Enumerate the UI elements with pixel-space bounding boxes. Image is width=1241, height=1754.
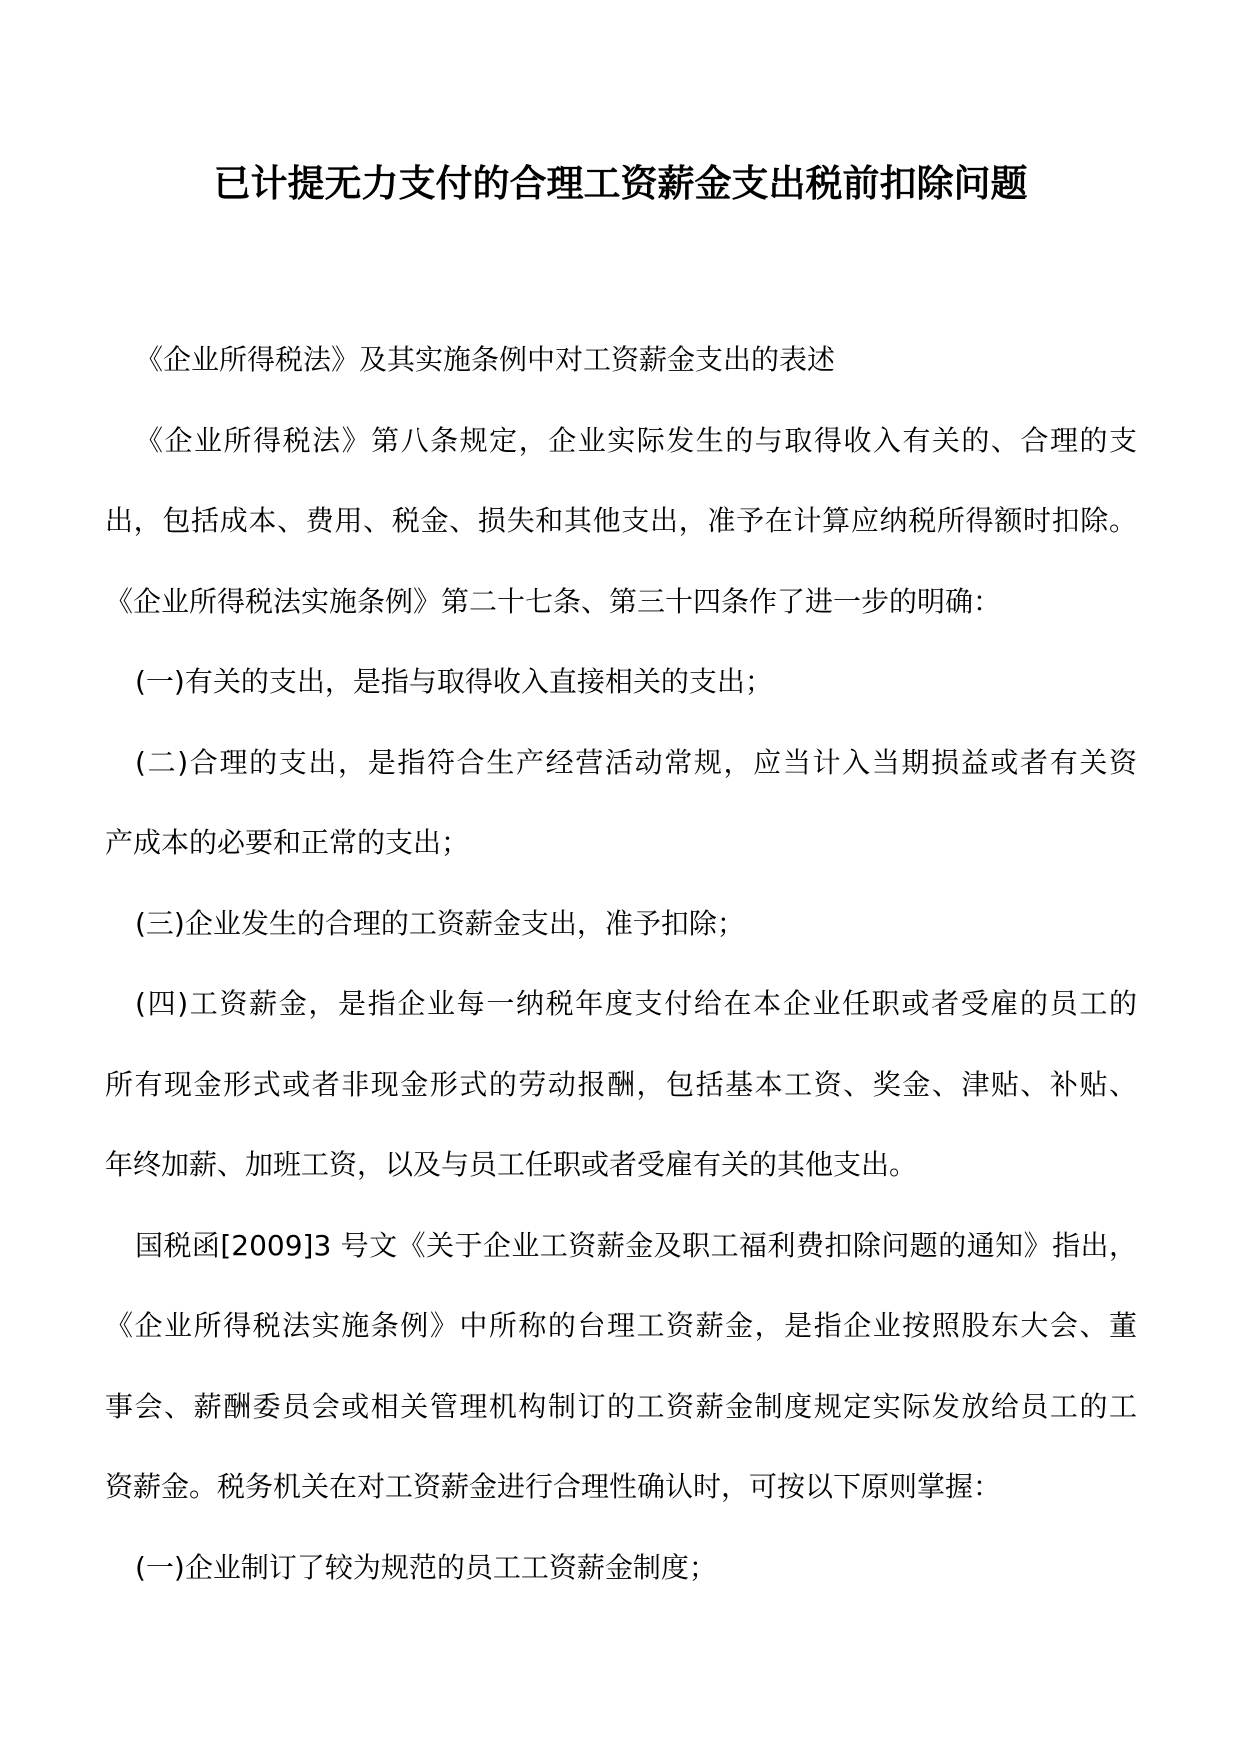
paragraph-line: 国税函[2009]3 号文《关于企业工资薪金及职工福利费扣除问题的通知》指出， — [135, 1228, 1137, 1262]
paragraph-line: 《企业所得税法实施条例》中所称的台理工资薪金，是指企业按照股东大会、董 — [105, 1309, 1137, 1342]
paragraph-line: 《企业所得税法》第八条规定，企业实际发生的与取得收入有关的、合理的支 — [135, 423, 1137, 457]
paragraph-line: 事会、薪酬委员会或相关管理机构制订的工资薪金制度规定实际发放给员工的工 — [105, 1389, 1137, 1423]
paragraph-line: 年终加薪、加班工资，以及与员工任职或者受雇有关的其他支出。 — [105, 1148, 918, 1181]
document-body — [105, 340, 1137, 1628]
paragraph-line: 所有现金形式或者非现金形式的劳动报酬，包括基本工资、奖金、津贴、补贴、 — [105, 1067, 1137, 1101]
paragraph-line: 资薪金。税务机关在对工资薪金进行合理性确认时，可按以下原则掌握： — [105, 1470, 1002, 1503]
paragraph-line: 《企业所得税法》及其实施条例中对工资薪金支出的表述 — [135, 343, 836, 376]
paragraph-line: 《企业所得税法实施条例》第二十七条、第三十四条作了进一步的明确： — [105, 584, 1002, 618]
paragraph-line: 出，包括成本、费用、税金、损失和其他支出，准予在计算应纳税所得额时扣除。 — [105, 504, 1137, 537]
paragraph-line: (一)有关的支出，是指与取得收入直接相关的支出； — [135, 665, 773, 698]
paragraph-line: (四)工资薪金，是指企业每一纳税年度支付给在本企业任职或者受雇的员工的 — [135, 987, 1137, 1020]
paragraph-line: (一)企业制订了较为规范的员工工资薪金制度； — [135, 1550, 717, 1584]
paragraph-line: 产成本的必要和正常的支出； — [105, 826, 470, 859]
paragraph-line: (三)企业发生的合理的工资薪金支出，准予扣除； — [135, 906, 745, 940]
document-title: 已计提无力支付的合理工资薪金支出税前扣除问题 — [213, 161, 1028, 205]
paragraph-line: (二)合理的支出，是指符合生产经营活动常规，应当计入当期损益或者有关资 — [135, 745, 1137, 779]
